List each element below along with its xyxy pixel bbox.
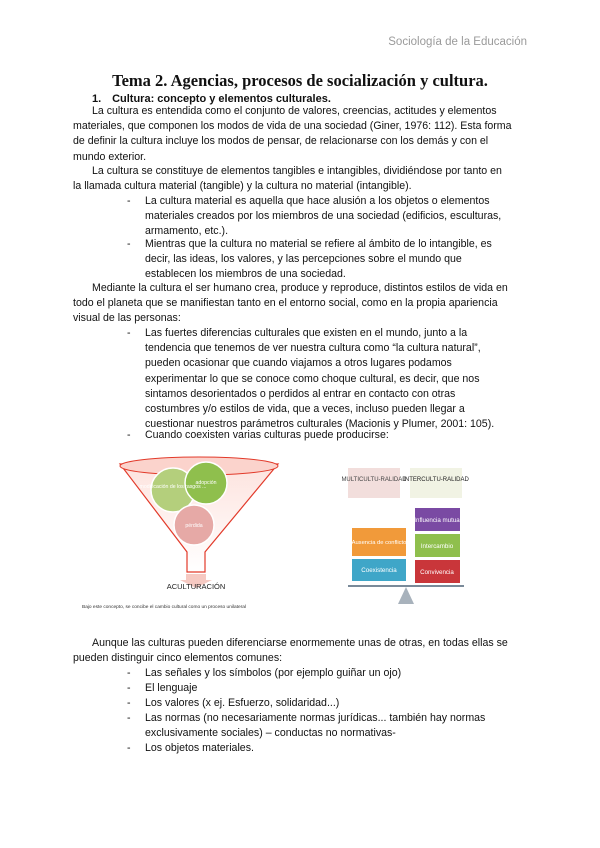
acculturation-caption: Bajo este concepto, se concibe el cambio cultural como un proceso unilateral — [82, 605, 246, 610]
box-multiculturality — [348, 468, 400, 498]
paragraph-definition: La cultura es entendida como el conjunto de valores, creencias, actitudes y elementos materiales, que componen los modos de vida de una sociedad (Giner, 1976: 112). Esta forma de definir la cultura incluye los modos de pensar, de relacionarse con los demás y con el mundo exterior. — [73, 105, 512, 163]
label-convivencia: Convivencia — [420, 569, 454, 576]
box-inter-label: INTERCULTU-RALIDAD — [403, 477, 469, 483]
multiculturality-balance-diagram — [340, 458, 470, 618]
paragraph-tangible: La cultura se constituye de elementos tangibles e intangibles, dividiéndose por tanto en la llamada cultura material (tangible) y la cultura no material (intangible). — [73, 165, 502, 193]
box-multi-label: MULTICULTU-RALIDAD — [341, 477, 407, 483]
acculturation-label: ACULTURACIÓN — [166, 582, 226, 591]
paragraph-lifestyles: Mediante la cultura el ser humano crea, produce y reproduce, distintos estilos de vida en todo el planeta que se manifiestan tanto en el entorno social, como en la propia apariencia visual de las personas: — [73, 282, 508, 325]
circle1-label: modificación de los rasgos ... — [139, 484, 207, 490]
box-interculturality — [410, 468, 462, 498]
balance-fulcrum — [398, 587, 414, 604]
acculturation-diagram — [78, 448, 300, 616]
paragraph-common-elements: Aunque las culturas pueden diferenciarse enormemente unas de otras, en todas ellas se pueden distinguir cinco elementos comunes: — [73, 637, 508, 665]
page-header: Sociología de la Educación — [388, 36, 527, 48]
label-exchange: Intercambio — [420, 543, 454, 550]
label-mutual-influence: Influencia mutua — [414, 517, 460, 524]
label-coexistence: Coexistencia — [361, 567, 397, 574]
page-title: Tema 2. Agencias, procesos de socialización y cultura. — [112, 71, 488, 90]
circle3-label: pérdida — [185, 523, 203, 529]
label-absence-conflict: Ausencia de conflicto — [351, 540, 407, 546]
section-number: 1. — [92, 93, 102, 105]
circle2-label: adopción — [195, 480, 217, 486]
section-label: Cultura: concepto y elementos culturales. — [112, 93, 331, 105]
